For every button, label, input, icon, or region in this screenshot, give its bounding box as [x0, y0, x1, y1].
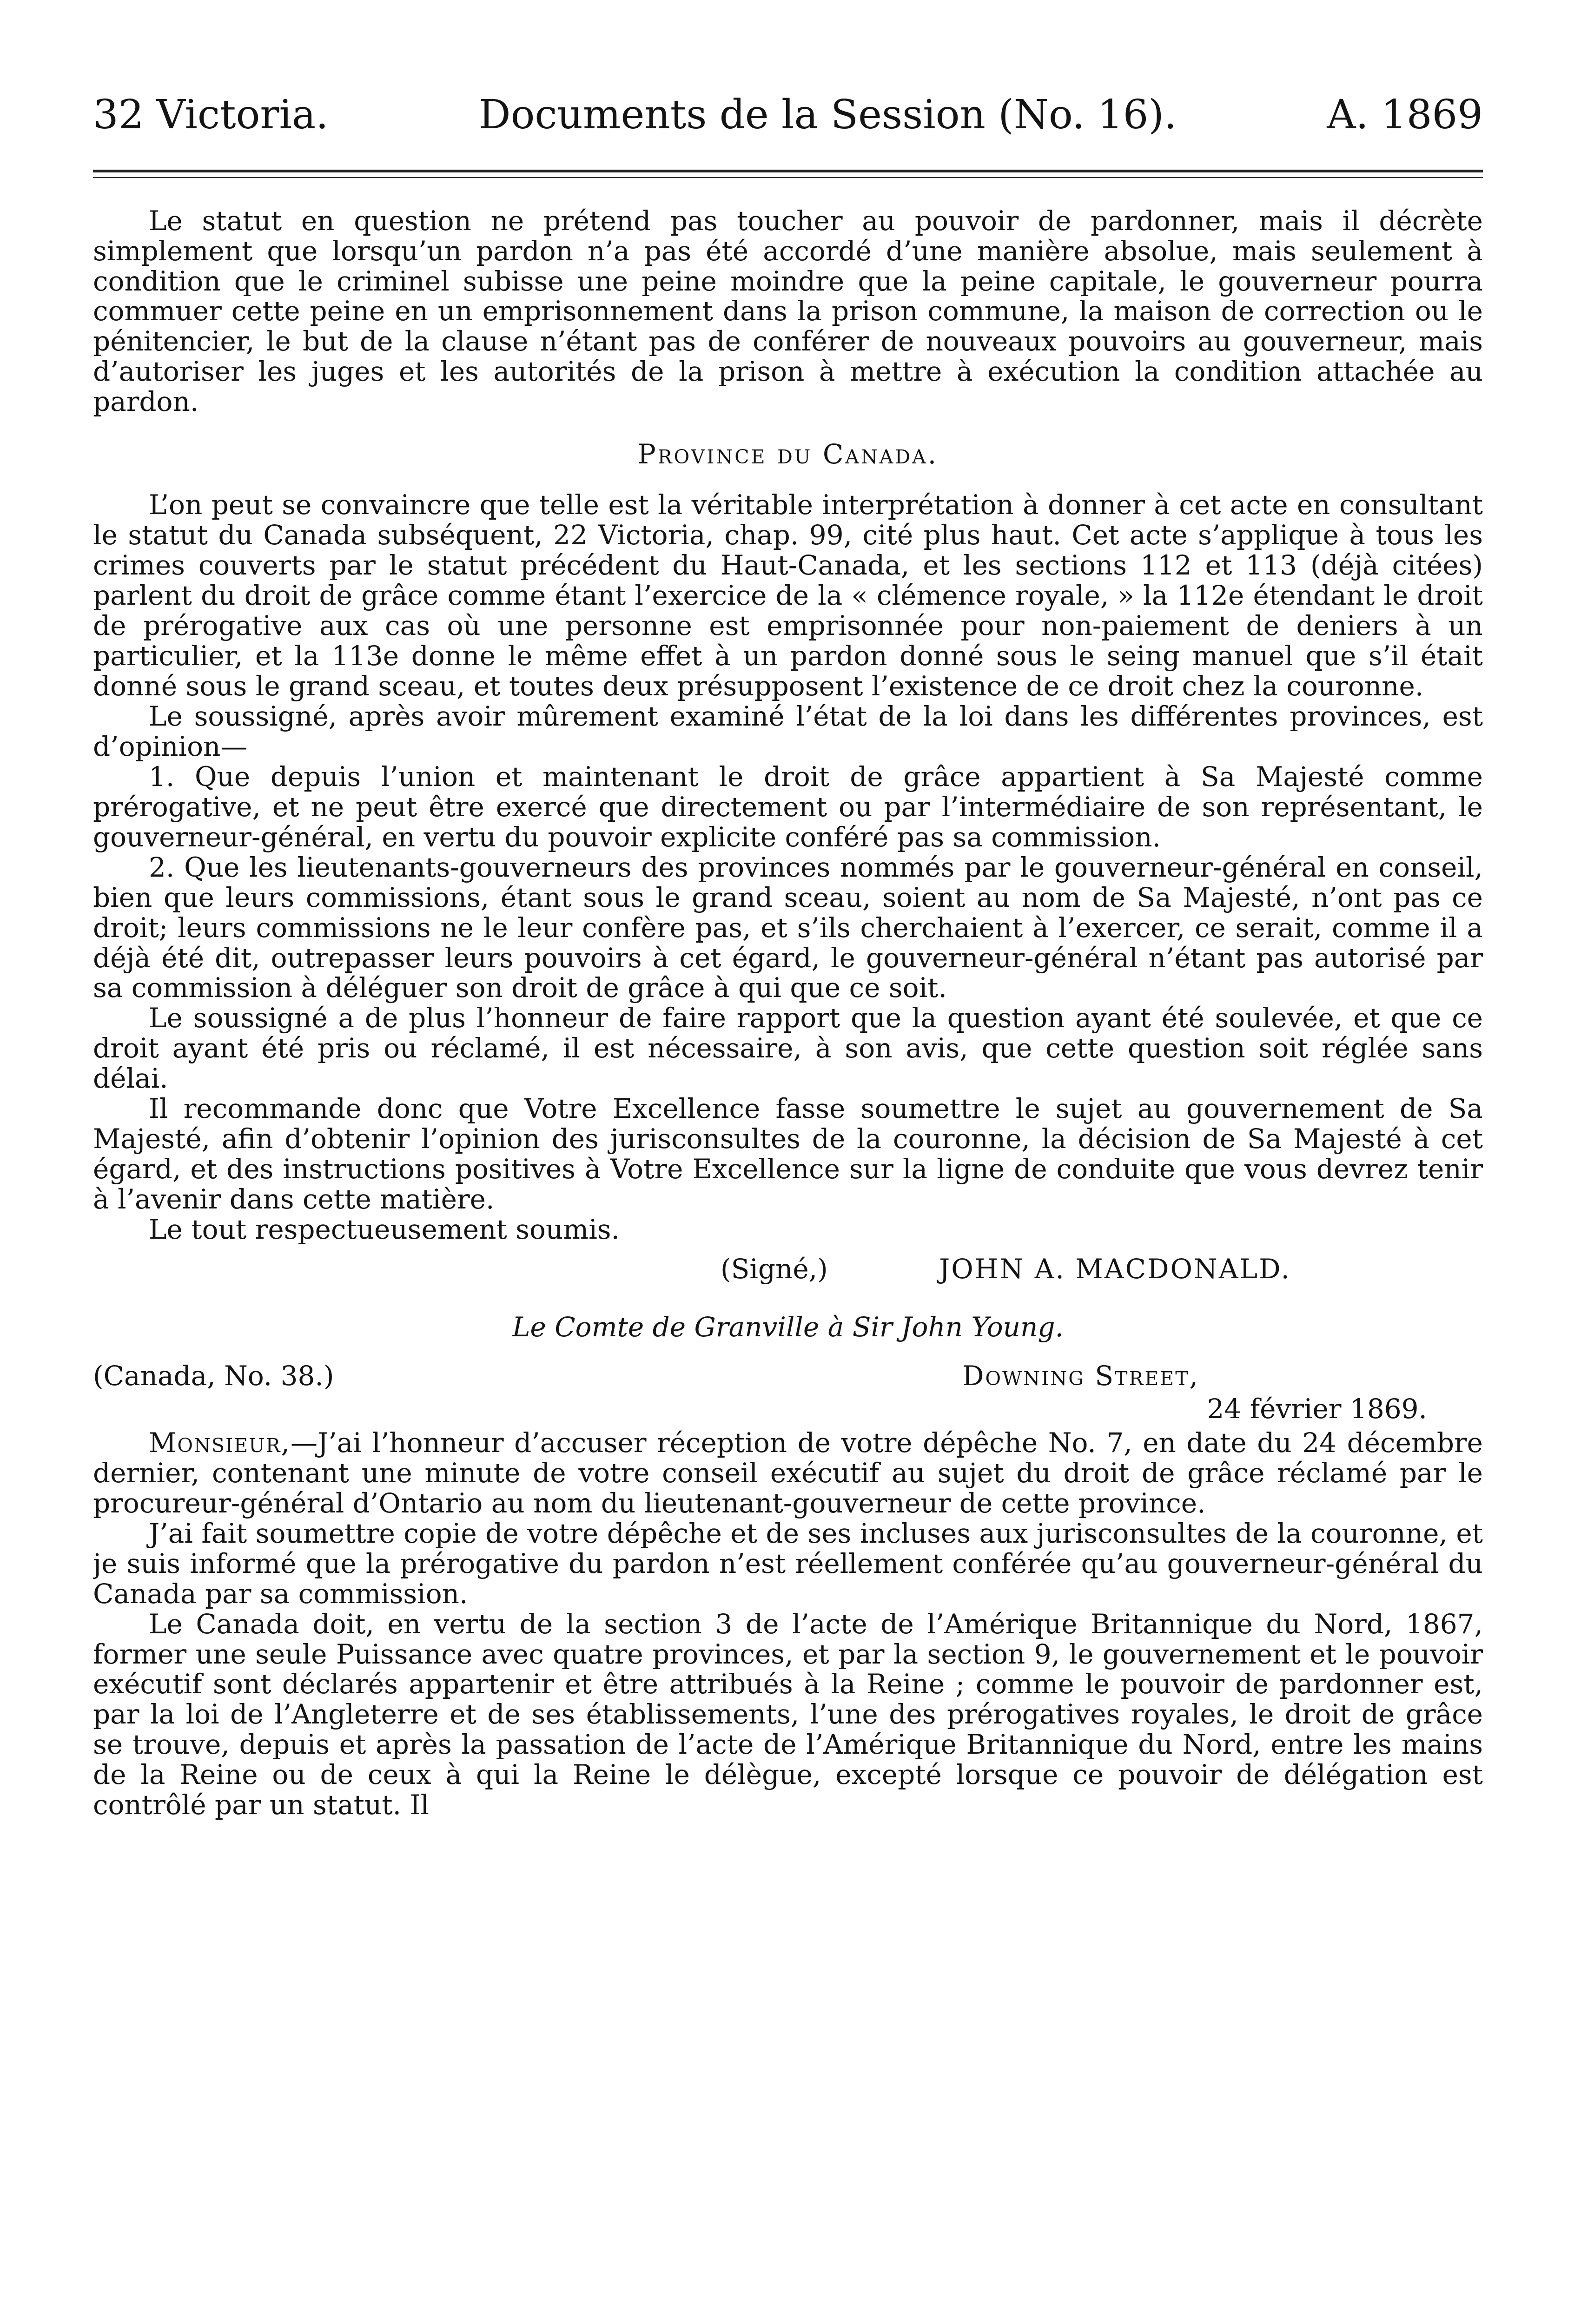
numbered-paragraph: 1. Que depuis l’union et maintenant le droit de grâce appartient à Sa Majesté comme prérogative, et ne peut être exercé que directement ou par l’intermédiaire de son représentant, le gouverneur-général, en vertu du pouvoir explicite conféré pas sa commission. — [93, 760, 1483, 853]
paragraph: Le soussigné, après avoir mûrement examiné l’état de la loi dans les différentes provinces, est d’opinion— — [93, 700, 1483, 762]
running-header — [93, 84, 1483, 137]
letter-salutation: Monsieur, — [149, 1426, 291, 1459]
header-rule-thick — [93, 170, 1483, 172]
numbered-paragraph: 2. Que les lieutenants-gouverneurs des provinces nommés par le gouverneur-général en conseil, bien que leurs commissions, étant sous le grand sceau, soient au nom de Sa Majesté, n’ont pas ce droit; leurs commissions ne le leur confère pas, et s’ils cherchaient à l’exercer, ce serait, comme il a déjà été dit, outrepasser leurs pouvoirs à cet égard, le gouverneur-général n’étant pas autorisé par sa commission à déléguer son droit de grâce à qui que ce soit. — [93, 851, 1483, 1004]
signature-block — [93, 1254, 1483, 1284]
section-title: Province du Canada. — [637, 438, 939, 470]
letter-opening-paragraph — [93, 1428, 1483, 1519]
letter-paragraph: J’ai fait soumettre copie de votre dépêche et de ses incluses aux jurisconsultes de la couronne, et je suis informé que la prérogative du pardon n’est réellement conférée qu’au gouverneur-général du Canada par sa commission. — [93, 1517, 1483, 1610]
header-title: Documents de la Session (No. 16). — [478, 92, 1177, 138]
letter-date: 24 février 1869. — [1207, 1393, 1427, 1425]
letter-place: Downing Street, — [962, 1360, 1199, 1392]
header-rule-thin — [93, 177, 1483, 178]
paragraph: Le tout respectueusement soumis. — [149, 1214, 620, 1246]
body-text — [93, 206, 1483, 1821]
paragraph: Le statut en question ne prétend pas toucher au pouvoir de pardonner, mais il décrète simplement que lorsqu’un pardon n’a pas été accordé d’une manière absolue, mais seulement à condition que le criminel subisse une peine moindre que la peine capitale, le gouverneur pourra commuer cette peine en un emprisonnement dans la prison commune, la maison de correction ou le pénitencier, le but de la clause n’étant pas de conférer de nouveaux pouvoirs au gouverneur, mais d’autoriser les juges et les autorités de la prison à mettre à exécution la condition attachée au pardon. — [93, 205, 1483, 418]
letter-reference: (Canada, No. 38.) — [93, 1360, 334, 1392]
letter-title: Le Comte de Granville à Sir John Young. — [512, 1311, 1064, 1343]
header-year: A. 1869 — [1327, 92, 1483, 138]
header-rule — [93, 170, 1483, 178]
paragraph: Il recommande donc que Votre Excellence fasse soumettre le sujet au gouvernement de Sa Majesté, afin d’obtenir l’opinion des jurisconsultes de la couronne, la décision de Sa Majesté à cet égard, et des instructions positives à Votre Excellence sur la ligne de conduite que vous devrez tenir à l’avenir dans cette matière. — [93, 1093, 1483, 1215]
paragraph: Le soussigné a de plus l’honneur de faire rapport que la question ayant été soulevée, et que ce droit ayant été pris ou réclamé, il est nécessaire, à son avis, que cette question soit réglée sans délai. — [93, 1002, 1483, 1095]
letter-dateline — [93, 1361, 1483, 1391]
signature-signed: (Signé,) — [721, 1253, 828, 1285]
paragraph: L’on peut se convaincre que telle est la véritable interprétation à donner à cet acte en consultant le statut du Canada subséquent, 22 Victoria, chap. 99, cité plus haut. Cet acte s’applique à tous les crimes couverts par le statut précédent du Haut-Canada, et les sections 112 et 113 (déjà citées) parlent du droit de grâce comme étant l’exercice de la « clémence royale, » la 112e étendant le droit de prérogative aux cas où une personne est emprisonnée pour non-paiement de deniers à un particulier, et la 113e donne le même effet à un pardon donné sous le seing manuel que s’il était donné sous le grand sceau, et toutes deux présupposent l’existence de ce droit chez la couronne. — [93, 489, 1483, 702]
header-volume: 32 Victoria. — [93, 92, 329, 138]
document-page — [93, 84, 1483, 2324]
letter-paragraph: Le Canada doit, en vertu de la section 3 de l’acte de l’Amérique Britannique du Nord, 1867, former une seule Puissance avec quatre provinces, et par la section 9, le gouvernement et le pouvoir exécutif sont déclarés appartenir et être attribués à la Reine ; comme le pouvoir de pardonner est, par la loi de l’Angleterre et de ses établissements, l’une des prérogatives royales, le droit de grâce se trouve, depuis et après la passation de l’acte de l’Amérique Britannique du Nord, entre les mains de la Reine ou de ceux à qui la Reine le délègue, excepté lorsque ce pouvoir de délégation est contrôlé par un statut. Il — [93, 1608, 1483, 1821]
signature-name: JOHN A. MACDONALD. — [939, 1253, 1291, 1285]
letter-opening-text: —J’ai l’honneur d’accuser réception de votre dépêche No. 7, en date du 24 décembre dernier, contenant une minute de votre conseil exécutif au sujet du droit de grâce réclamé par le procureur-général d’Ontario au nom du lieutenant-gouverneur de cette province. — [93, 1426, 1483, 1519]
